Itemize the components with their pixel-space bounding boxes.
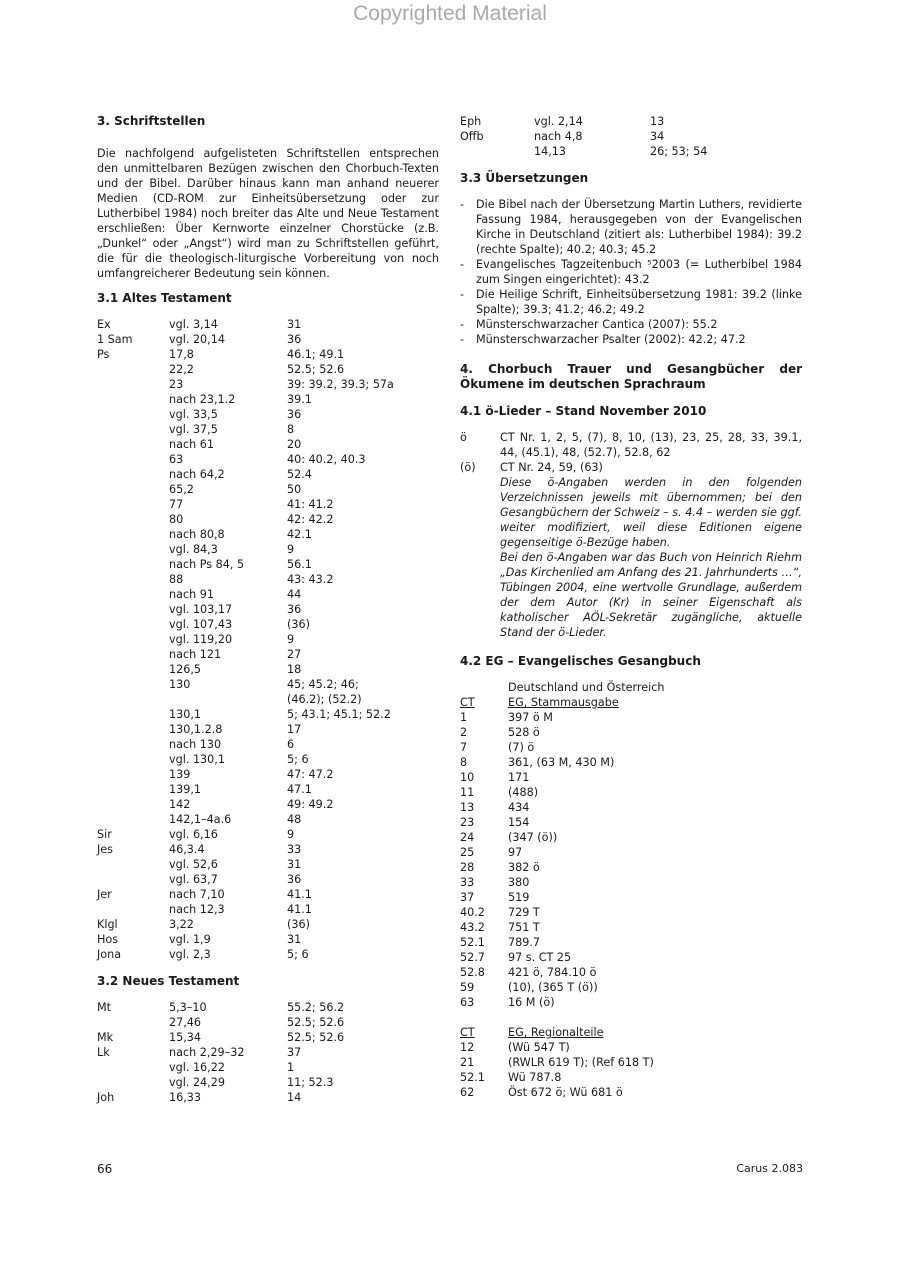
at-row-col-1: vgl. 52,6: [169, 858, 218, 871]
at-row-col-1: nach 121: [169, 648, 222, 661]
eg-row-col-1: 16 M (ö): [508, 996, 555, 1009]
eg-row: [460, 935, 802, 950]
heading-altes-testament: 3.1 Altes Testament: [97, 291, 232, 305]
at-row-col-2: 49: 49.2: [287, 798, 334, 811]
at-row-col-2: 52.4: [287, 468, 312, 481]
at-row-col-2: 41.1: [287, 888, 312, 901]
at-row-col-1: nach 61: [169, 438, 214, 451]
at-row: [97, 362, 439, 377]
at-row-col-1: nach 12,3: [169, 903, 225, 916]
at-row-col-2: 44: [287, 588, 302, 601]
eg-row: [460, 830, 802, 845]
neues-testament-table: [97, 1000, 439, 1105]
at-row: [97, 587, 439, 602]
at-row: [97, 827, 439, 842]
at-row-col-1: 63: [169, 453, 184, 466]
eg-row-col-0: 28: [460, 861, 475, 874]
at-row-col-2: 9: [287, 828, 295, 841]
eg-row-col-1: 528 ö: [508, 726, 540, 739]
eg-row: [460, 725, 802, 740]
at-row: [97, 707, 439, 722]
at-row-col-2: 47: 47.2: [287, 768, 334, 781]
at-row-col-1: nach 80,8: [169, 528, 225, 541]
list-dash: -: [460, 288, 465, 301]
at-row-col-1: 22,2: [169, 363, 194, 376]
uebersetzung-item: [460, 197, 802, 257]
publisher-code: Carus 2.083: [736, 1162, 803, 1175]
at-row-col-2: (36): [287, 618, 310, 631]
at-row-col-2: 56.1: [287, 558, 312, 571]
eg-row-col-1: 97 s. CT 25: [508, 951, 572, 964]
at-row-col-1: nach 7,10: [169, 888, 225, 901]
at-row: [97, 932, 439, 947]
eg-regionalteile-header: [460, 1025, 802, 1040]
at-row: [97, 692, 439, 707]
eg-regional-row-col-1: Wü 787.8: [508, 1071, 562, 1084]
eg-row-col-0: 7: [460, 741, 468, 754]
at-row-col-1: 139,1: [169, 783, 202, 796]
eg-row-col-0: 52.7: [460, 951, 485, 964]
at-row-col-2: (46.2); (52.2): [287, 693, 362, 706]
nt-row: [460, 114, 802, 129]
eg-row-col-1: (10), (365 T (ö)): [508, 981, 598, 994]
eg-regional-row-col-0: 62: [460, 1086, 475, 1099]
eg-regionalteile-table: [460, 1040, 802, 1100]
oe-note-riehm: Bei den ö-Angaben war das Buch von Heinrich Riehm „Das Kirchenlied am Anfang des 21. Jahrhunderts …“, Tübingen 2004, eine wertvolle Grundlage, außerdem der dem Autor (Kr) in seiner Eigenschaft als katholischer AÖL-Sekretär zugängliche, aktuelle Stand der ö-Lieder.: [500, 551, 802, 639]
eg-row: [460, 710, 802, 725]
left-column: [97, 114, 439, 1105]
heading-chorbuch-gesangbuecher: 4. Chorbuch Trauer und Gesangbücher der Ökumene im deutschen Sprachraum: [460, 362, 802, 391]
eg-row: [460, 890, 802, 905]
at-row-col-1: 130,1.2.8: [169, 723, 223, 736]
at-row-col-2: 46.1; 49.1: [287, 348, 345, 361]
eg-regional-row-col-0: 21: [460, 1056, 475, 1069]
at-row-col-0: Jona: [97, 948, 122, 961]
eg-regional-row-col-1: (Wü 547 T): [508, 1041, 570, 1054]
eg-row-col-1: 171: [508, 771, 530, 784]
nt-row: [97, 1090, 439, 1105]
uebersetzung-text: Münsterschwarzacher Psalter (2002): 42.2; 47.2: [476, 333, 746, 346]
at-row-col-1: vgl. 33,5: [169, 408, 218, 421]
eg-regional-row-col-1: Öst 672 ö; Wü 681 ö: [508, 1086, 623, 1099]
eg-row-col-0: 63: [460, 996, 475, 1009]
eg-row-col-1: 97: [508, 846, 523, 859]
nt-row-col-2: 52.5; 52.6: [287, 1016, 345, 1029]
nt-row-col-2: 13: [650, 115, 665, 128]
eg-row-col-0: 43.2: [460, 921, 485, 934]
nt-row-col-1: 27,46: [169, 1016, 202, 1029]
at-row-col-1: nach 91: [169, 588, 214, 601]
eg-row-col-1: 397 ö M: [508, 711, 553, 724]
heading-neues-testament: 3.2 Neues Testament: [97, 974, 240, 988]
at-row-col-0: Klgl: [97, 918, 118, 931]
at-row-col-2: 31: [287, 858, 302, 871]
at-row-col-2: 41: 41.2: [287, 498, 334, 511]
nt-row-col-0: Mt: [97, 1001, 112, 1014]
at-row-col-1: vgl. 3,14: [169, 318, 218, 331]
nt-row-col-1: nach 2,29–32: [169, 1046, 245, 1059]
at-row-col-2: 45; 45.2; 46;: [287, 678, 359, 691]
at-row: [97, 512, 439, 527]
at-row-col-1: vgl. 103,17: [169, 603, 233, 616]
oe-bracket-entry: [460, 460, 802, 640]
oe-note: Diese ö-Angaben werden in den folgenden Verzeichnissen jeweils mit übernommen; bei den Gesangbüchern der Schweiz – s. 4.4 – werden sie ggf. weiter modifiziert, weil diese Editionen eigene gegenseitige ö-Bezüge haben.: [500, 476, 802, 549]
at-row-col-2: 39.1: [287, 393, 312, 406]
eg-row: [460, 950, 802, 965]
eg-row-col-1: (347 (ö)): [508, 831, 558, 844]
uebersetzung-text: Die Bibel nach der Übersetzung Martin Luthers, revidierte Fassung 1984, herausgegeben von der Evangelischen Kirche in Deutschland (zitiert als: Lutherbibel 1984): 39.2 (rechte Spalte); 40.2; 40.3; 45.2: [476, 198, 802, 256]
at-row: [97, 767, 439, 782]
eg-row: [460, 845, 802, 860]
at-row-col-1: nach 23,1.2: [169, 393, 236, 406]
at-row: [97, 647, 439, 662]
at-row-col-2: 31: [287, 318, 302, 331]
eg-row: [460, 815, 802, 830]
eg-row: [460, 875, 802, 890]
eg-regional-row: [460, 1070, 802, 1085]
at-row: [97, 677, 439, 692]
at-row-col-1: vgl. 20,14: [169, 333, 225, 346]
at-row: [97, 497, 439, 512]
at-row-col-2: 50: [287, 483, 302, 496]
at-row-col-1: 46,3.4: [169, 843, 205, 856]
altes-testament-table: [97, 317, 439, 962]
at-row: [97, 557, 439, 572]
at-row-col-1: 65,2: [169, 483, 194, 496]
at-row-col-1: nach 130: [169, 738, 222, 751]
nt-row-col-2: 37: [287, 1046, 302, 1059]
uebersetzungen-list: [460, 197, 802, 347]
nt-row: [97, 1015, 439, 1030]
at-row-col-2: 8: [287, 423, 295, 436]
at-row: [97, 662, 439, 677]
eg-row-col-1: 154: [508, 816, 530, 829]
nt-row-col-2: 55.2; 56.2: [287, 1001, 345, 1014]
at-row-col-2: (36): [287, 918, 310, 931]
eg-header-ct-regional: CT: [460, 1026, 475, 1039]
at-row-col-0: Ex: [97, 318, 111, 331]
at-row: [97, 377, 439, 392]
uebersetzung-item: [460, 317, 802, 332]
at-row-col-1: vgl. 1,9: [169, 933, 211, 946]
eg-regional-row: [460, 1040, 802, 1055]
at-row: [97, 407, 439, 422]
list-dash: -: [460, 258, 465, 271]
at-row: [97, 887, 439, 902]
nt-row-col-1: 5,3–10: [169, 1001, 207, 1014]
at-row-col-1: vgl. 6,16: [169, 828, 218, 841]
nt-row: [97, 1030, 439, 1045]
eg-regional-row-col-1: (RWLR 619 T); (Ref 618 T): [508, 1056, 654, 1069]
eg-row: [460, 920, 802, 935]
nt-row: [97, 1045, 439, 1060]
eg-row-col-1: (488): [508, 786, 539, 799]
eg-row-col-1: 382 ö: [508, 861, 540, 874]
eg-row-col-0: 2: [460, 726, 468, 739]
at-row: [97, 572, 439, 587]
at-row-col-2: 6: [287, 738, 295, 751]
at-row: [97, 422, 439, 437]
heading-oe-lieder: 4.1 ö-Lieder – Stand November 2010: [460, 404, 707, 418]
eg-row: [460, 785, 802, 800]
at-row: [97, 947, 439, 962]
at-row: [97, 347, 439, 362]
oe-entry: [460, 430, 802, 460]
at-row-col-2: 20: [287, 438, 302, 451]
eg-regional-row: [460, 1085, 802, 1100]
eg-stammausgabe-table: [460, 710, 802, 1010]
neues-testament-table-continued: [460, 114, 802, 159]
copyright-watermark: Copyrighted Material: [353, 2, 547, 25]
at-row: [97, 737, 439, 752]
at-row-col-2: 36: [287, 333, 302, 346]
at-row-col-1: vgl. 63,7: [169, 873, 218, 886]
nt-row-col-1: vgl. 24,29: [169, 1076, 225, 1089]
at-row-col-2: 31: [287, 933, 302, 946]
at-row: [97, 812, 439, 827]
nt-row-col-2: 34: [650, 130, 665, 143]
eg-regional-row: [460, 1055, 802, 1070]
eg-row-col-1: 729 T: [508, 906, 540, 919]
eg-row-col-0: 52.1: [460, 936, 485, 949]
eg-row: [460, 800, 802, 815]
at-row-col-1: 80: [169, 513, 184, 526]
at-row: [97, 467, 439, 482]
at-row-col-2: 27: [287, 648, 302, 661]
at-row: [97, 722, 439, 737]
nt-row-col-0: Lk: [97, 1046, 110, 1059]
at-row: [97, 392, 439, 407]
at-row-col-1: nach Ps 84, 5: [169, 558, 245, 571]
at-row: [97, 482, 439, 497]
at-row-col-1: 142: [169, 798, 191, 811]
nt-row: [460, 144, 802, 159]
intro-paragraph: Die nachfolgend aufgelisteten Schriftstellen entsprechen den unmittelbaren Bezügen zwischen den Chorbuch-Texten und der Bibel. Darüber hinaus kann man anhand neuerer Medien (CD-ROM zur Einheitsübersetzung oder zur Lutherbibel 1984) noch breiter das Alte und Neue Testament erschließen: Über Kernworte einzelner Chorstücke (z.B. „Dunkel“ oder „Angst“) wird man zu Schriftstellen geführt, die für die theologisch-liturgische Vorbereitung von noch umfangreicherer Bedeutung sein können.: [97, 147, 439, 280]
uebersetzung-item: [460, 257, 802, 287]
at-row-col-2: 41.1: [287, 903, 312, 916]
heading-schriftstellen: 3. Schriftstellen: [97, 114, 206, 128]
at-row-col-0: Sir: [97, 828, 112, 841]
eg-row-col-1: 380: [508, 876, 530, 889]
eg-row-col-1: (7) ö: [508, 741, 535, 754]
at-row-col-1: 142,1–4a.6: [169, 813, 232, 826]
nt-row-col-2: 14: [287, 1091, 302, 1104]
eg-row-col-0: 52.8: [460, 966, 485, 979]
at-row: [97, 437, 439, 452]
uebersetzung-text: Münsterschwarzacher Cantica (2007): 55.2: [476, 318, 718, 331]
eg-row-col-0: 25: [460, 846, 475, 859]
at-row-col-1: 126,5: [169, 663, 202, 676]
at-row-col-2: 47.1: [287, 783, 312, 796]
eg-regional-row-col-0: 52.1: [460, 1071, 485, 1084]
nt-row-col-2: 52.5; 52.6: [287, 1031, 345, 1044]
eg-row-col-1: 751 T: [508, 921, 540, 934]
at-row-col-1: nach 64,2: [169, 468, 225, 481]
at-row-col-2: 9: [287, 543, 295, 556]
at-row-col-2: 5; 6: [287, 753, 309, 766]
at-row-col-2: 52.5; 52.6: [287, 363, 345, 376]
at-row-col-1: 3,22: [169, 918, 194, 931]
at-row-col-0: Hos: [97, 933, 119, 946]
eg-row-col-1: 421 ö, 784.10 ö: [508, 966, 597, 979]
at-row: [97, 317, 439, 332]
nt-row: [97, 1075, 439, 1090]
eg-row: [460, 755, 802, 770]
nt-row-col-2: 26; 53; 54: [650, 145, 708, 158]
eg-row: [460, 740, 802, 755]
at-row-col-1: vgl. 37,5: [169, 423, 218, 436]
nt-row: [97, 1000, 439, 1015]
uebersetzung-text: Evangelisches Tagzeitenbuch ⁵2003 (= Lutherbibel 1984 zum Singen eingerichtet): 43.2: [476, 258, 802, 286]
at-row: [97, 542, 439, 557]
uebersetzung-item: [460, 287, 802, 317]
at-row-col-1: 130: [169, 678, 191, 691]
oe-text: CT Nr. 1, 2, 5, (7), 8, 10, (13), 23, 25, 28, 33, 39.1, 44, (45.1), 48, (52.7), 52.8, 62: [500, 431, 802, 459]
eg-row-col-1: 789.7: [508, 936, 541, 949]
at-row-col-2: 36: [287, 603, 302, 616]
at-row: [97, 617, 439, 632]
eg-header-ct: CT: [460, 696, 475, 709]
list-dash: -: [460, 198, 465, 211]
at-row-col-1: vgl. 84,3: [169, 543, 218, 556]
eg-row: [460, 905, 802, 920]
at-row-col-2: 36: [287, 873, 302, 886]
nt-row-col-1: vgl. 16,22: [169, 1061, 225, 1074]
at-row-col-2: 42.1: [287, 528, 312, 541]
at-row-col-2: 5; 6: [287, 948, 309, 961]
eg-row: [460, 995, 802, 1010]
eg-regional-row-col-0: 12: [460, 1041, 475, 1054]
oe-bracket-key: (ö): [460, 461, 476, 474]
at-row-col-1: 77: [169, 498, 184, 511]
at-row-col-1: vgl. 107,43: [169, 618, 233, 631]
eg-row-col-0: 11: [460, 786, 475, 799]
at-row-col-1: 17,8: [169, 348, 194, 361]
nt-row: [460, 129, 802, 144]
eg-row: [460, 770, 802, 785]
nt-row-col-1: nach 4,8: [534, 130, 583, 143]
uebersetzung-item: [460, 332, 802, 347]
eg-header-regionalteile: EG, Regionalteile: [508, 1026, 604, 1039]
eg-row-col-0: 1: [460, 711, 468, 724]
at-row: [97, 872, 439, 887]
nt-row-col-0: Joh: [97, 1091, 115, 1104]
eg-stammausgabe-header: [460, 695, 802, 710]
nt-row-col-0: Eph: [460, 115, 482, 128]
at-row-col-2: 42: 42.2: [287, 513, 334, 526]
at-row-col-2: 43: 43.2: [287, 573, 334, 586]
eg-row-col-0: 37: [460, 891, 475, 904]
at-row-col-1: 88: [169, 573, 184, 586]
at-row: [97, 917, 439, 932]
at-row-col-1: 139: [169, 768, 191, 781]
eg-row-col-0: 13: [460, 801, 475, 814]
eg-row-col-0: 59: [460, 981, 475, 994]
at-row: [97, 902, 439, 917]
at-row-col-2: 40: 40.2, 40.3: [287, 453, 366, 466]
eg-row-col-0: 33: [460, 876, 475, 889]
eg-row-col-0: 40.2: [460, 906, 485, 919]
at-row-col-2: 5; 43.1; 45.1; 52.2: [287, 708, 391, 721]
eg-row-col-0: 24: [460, 831, 475, 844]
page-number: 66: [97, 1162, 113, 1176]
at-row: [97, 842, 439, 857]
at-row: [97, 752, 439, 767]
nt-row-col-1: 14,13: [534, 145, 567, 158]
eg-row: [460, 980, 802, 995]
nt-row-col-2: 11; 52.3: [287, 1076, 334, 1089]
at-row: [97, 452, 439, 467]
nt-row-col-1: 15,34: [169, 1031, 202, 1044]
nt-row: [97, 1060, 439, 1075]
at-row-col-0: 1 Sam: [97, 333, 133, 346]
list-dash: -: [460, 318, 465, 331]
eg-row-col-0: 23: [460, 816, 475, 829]
eg-region-label: Deutschland und Österreich: [508, 681, 665, 694]
at-row-col-1: 23: [169, 378, 184, 391]
at-row-col-2: 36: [287, 408, 302, 421]
eg-row: [460, 965, 802, 980]
at-row-col-2: 18: [287, 663, 302, 676]
eg-row-col-1: 361, (63 M, 430 M): [508, 756, 615, 769]
eg-row-col-1: 434: [508, 801, 530, 814]
at-row-col-2: 9: [287, 633, 295, 646]
at-row: [97, 857, 439, 872]
at-row-col-0: Jes: [97, 843, 114, 856]
eg-row: [460, 860, 802, 875]
eg-header-stammausgabe: EG, Stammausgabe: [508, 696, 619, 709]
uebersetzung-text: Die Heilige Schrift, Einheitsübersetzung 1981: 39.2 (linke Spalte); 39.3; 41.2; 46.2; 49.2: [476, 288, 802, 316]
oe-bracket-text: CT Nr. 24, 59, (63): [500, 461, 603, 474]
at-row-col-2: 39: 39.2, 39.3; 57a: [287, 378, 394, 391]
eg-row-col-1: 519: [508, 891, 530, 904]
at-row: [97, 632, 439, 647]
oe-key: ö: [460, 431, 467, 444]
heading-uebersetzungen: 3.3 Übersetzungen: [460, 171, 589, 185]
oe-lieder-list: [460, 430, 802, 640]
nt-row-col-1: vgl. 2,14: [534, 115, 583, 128]
list-dash: -: [460, 333, 465, 346]
nt-row-col-0: Mk: [97, 1031, 114, 1044]
nt-row-col-0: Offb: [460, 130, 484, 143]
at-row-col-2: 48: [287, 813, 302, 826]
at-row-col-1: 130,1: [169, 708, 202, 721]
eg-row-col-0: 8: [460, 756, 468, 769]
at-row-col-1: vgl. 119,20: [169, 633, 233, 646]
nt-row-col-1: 16,33: [169, 1091, 202, 1104]
at-row-col-2: 33: [287, 843, 302, 856]
at-row-col-1: vgl. 130,1: [169, 753, 225, 766]
right-column: [460, 114, 802, 1100]
at-row-col-0: Jer: [97, 888, 112, 901]
heading-evangelisches-gesangbuch: 4.2 EG – Evangelisches Gesangbuch: [460, 654, 701, 668]
eg-row-col-0: 10: [460, 771, 475, 784]
at-row-col-1: vgl. 2,3: [169, 948, 211, 961]
at-row: [97, 797, 439, 812]
at-row: [97, 602, 439, 617]
nt-row-col-2: 1: [287, 1061, 295, 1074]
at-row-col-0: Ps: [97, 348, 110, 361]
at-row: [97, 332, 439, 347]
at-row-col-2: 17: [287, 723, 302, 736]
at-row: [97, 527, 439, 542]
at-row: [97, 782, 439, 797]
